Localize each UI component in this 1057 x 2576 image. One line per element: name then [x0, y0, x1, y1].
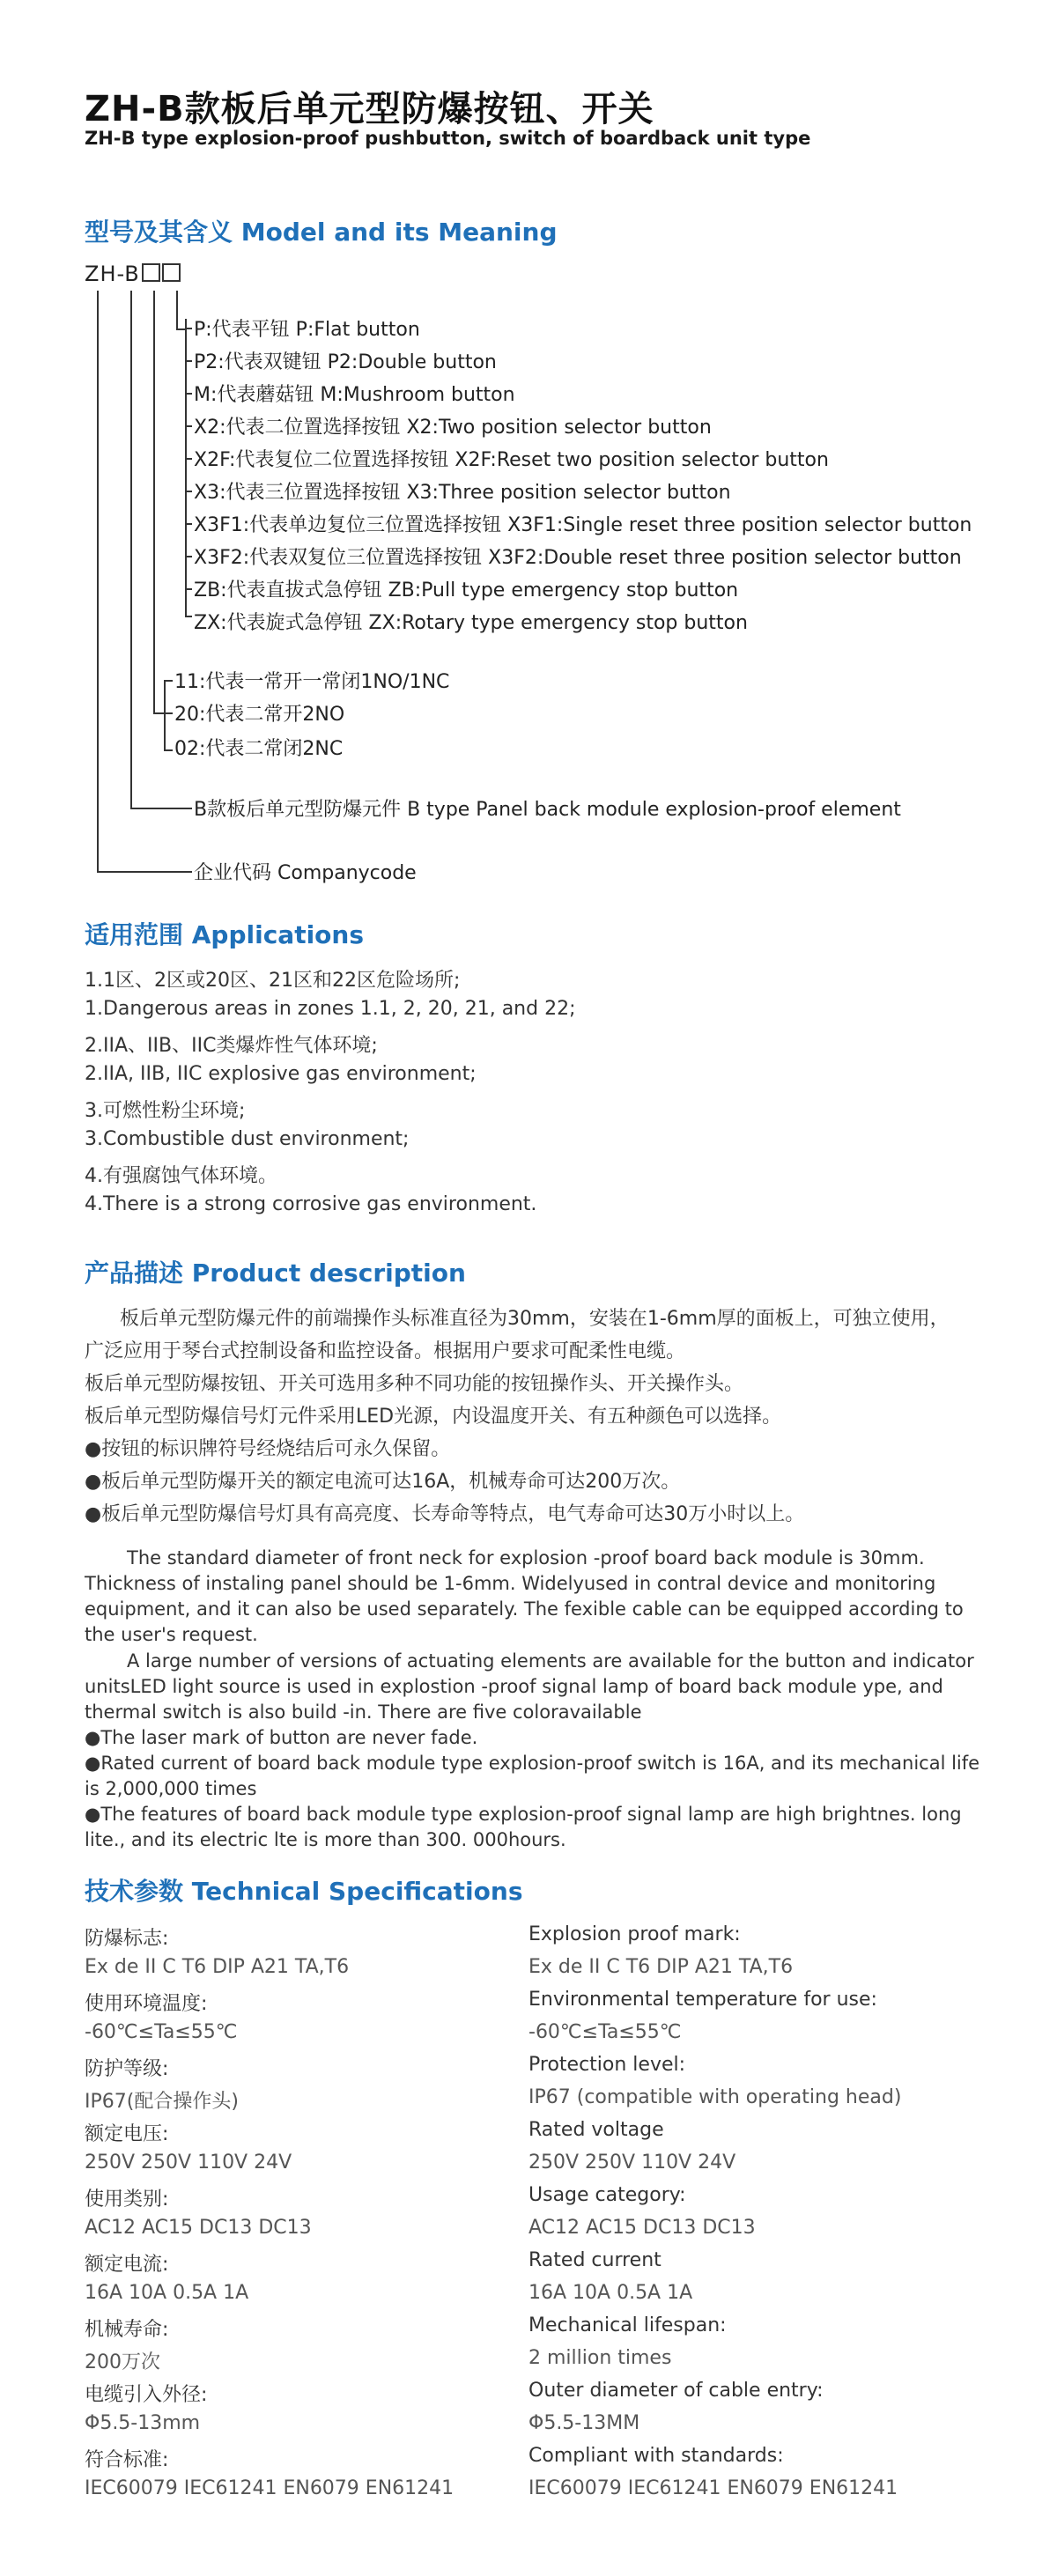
tree-tick-b2 [185, 393, 192, 395]
spec-cn-label: 额定电流: [85, 2254, 169, 2276]
tree-tick-b4 [185, 458, 192, 460]
spec-cn-value: AC12 AC15 DC13 DC13 [85, 2217, 312, 2239]
option-x2f: X2F:代表复位二位置选择按钮 X2F:Reset two position selector button [194, 449, 829, 471]
tree-line-contacts [153, 291, 155, 713]
applications-heading: 适用范围 Applications [85, 920, 365, 949]
desc-cn-bullet-1: ●按钮的标识牌符号经烧结后可永久保留。 [85, 1438, 451, 1460]
tree-tick-b6 [185, 523, 192, 525]
desc-en-bullet-3: ●The features of board back module type explosion-proof signal lamp are high brightnes. long lite., and its electric lte is more than 300. 000hours. [85, 1804, 962, 1850]
spec-cn-label: 防爆标志: [85, 1928, 169, 1950]
tree-bracket-buttons [185, 319, 187, 616]
spec-cn-label: 机械寿命: [85, 2319, 169, 2341]
tree-tick-contact-11 [164, 680, 173, 682]
desc-cn-line-2: 广泛应用于琴台式控制设备和监控设备。根据用户要求可配柔性电缆。 [85, 1340, 686, 1362]
app-line-2-en: 2.IIA, IIB, IIC explosive gas environment; [85, 1063, 477, 1085]
spec-cn-label: 使用环境温度: [85, 1993, 208, 2015]
tree-tick-b5 [185, 491, 192, 492]
desc-cn-bullet-3: ●板后单元型防爆信号灯具有高亮度、长寿命等特点，电气寿命可达30万小时以上。 [85, 1503, 805, 1525]
spec-en-value: Ex de II C T6 DIP A21 TA,T6 [528, 1956, 794, 1978]
app-line-1-en: 1.Dangerous areas in zones 1.1, 2, 20, 21, and 22; [85, 998, 576, 1020]
tree-branch-contact-20 [153, 712, 164, 714]
desc-cn-line-3: 板后单元型防爆按钮、开关可选用多种不同功能的按钮操作头、开关操作头。 [85, 1373, 744, 1395]
desc-cn-bullet-2: ●板后单元型防爆开关的额定电流可达16A，机械寿命可达200万次。 [85, 1471, 681, 1493]
option-x3f2: X3F2:代表双复位三位置选择按钮 X3F2:Double reset three position selector button [194, 547, 962, 569]
description-heading: 产品描述 Product description [85, 1258, 466, 1288]
spec-en-label: Rated current [528, 2249, 662, 2271]
spec-en-value: IP67 (compatible with operating head) [528, 2086, 902, 2108]
spec-cn-label: 防护等级: [85, 2058, 169, 2080]
app-line-1-cn: 1.1区、2区或20区、21区和22区危险场所; [85, 970, 461, 992]
option-flat: P:代表平钮 P:Flat button [194, 319, 420, 341]
desc-en-bullet-2: ●Rated current of board back module type explosion-proof switch is 16A, and its mechanical life is 2,000,000 times [85, 1753, 980, 1799]
app-line-3-cn: 3.可燃性粉尘环境; [85, 1100, 246, 1122]
option-mushroom: M:代表蘑菇钮 M:Mushroom button [194, 384, 515, 406]
tree-tick-b1 [185, 360, 192, 362]
code-box-2 [162, 263, 181, 282]
tree-bracket-contacts [164, 680, 166, 750]
element-label: B款板后单元型防爆元件 B type Panel back module explosion-proof element [194, 799, 901, 821]
spec-en-label: Rated voltage [528, 2119, 664, 2141]
app-line-3-en: 3.Combustible dust environment; [85, 1128, 410, 1150]
spec-cn-value: 16A 10A 0.5A 1A [85, 2282, 249, 2304]
spec-en-value: Φ5.5-13MM [528, 2412, 640, 2434]
option-zb: ZB:代表直拔式急停钮 ZB:Pull type emergency stop button [194, 579, 739, 602]
spec-cn-label: 符合标准: [85, 2449, 169, 2471]
option-zx: ZX:代表旋式急停钮 ZX:Rotary type emergency stop button [194, 612, 748, 634]
spec-en-value: IEC60079 IEC61241 EN6079 EN61241 [528, 2477, 898, 2499]
tree-line-buttons [176, 291, 178, 329]
model-code [85, 262, 181, 286]
desc-en-bullet-1: ●The laser mark of button are never fade. [85, 1727, 478, 1748]
spec-en-label: Compliant with standards: [528, 2445, 784, 2467]
contact-02: 02:代表二常闭2NC [174, 738, 344, 760]
spec-en-label: Outer diameter of cable entry: [528, 2380, 824, 2402]
tree-tick-b8 [185, 588, 192, 590]
page-subtitle: ZH-B type explosion-proof pushbutton, switch of boardback unit type [85, 128, 811, 149]
tree-line-company [97, 291, 99, 872]
spec-en-label: Environmental temperature for use: [528, 1989, 877, 2011]
model-heading: 型号及其含义 Model and its Meaning [85, 218, 558, 247]
tree-tick-b7 [185, 556, 192, 557]
desc-cn-line-1: 板后单元型防爆元件的前端操作头标准直径为30mm，安装在1-6mm厚的面板上，可独立使用， [120, 1308, 950, 1330]
option-x2: X2:代表二位置选择按钮 X2:Two position selector button [194, 417, 712, 439]
tree-branch-buttons [176, 328, 185, 330]
spec-en-label: Explosion proof mark: [528, 1923, 741, 1945]
tree-tick-b0 [185, 328, 192, 329]
spec-en-label: Usage category: [528, 2184, 686, 2206]
spec-cn-value: Φ5.5-13mm [85, 2412, 201, 2434]
spec-en-value: AC12 AC15 DC13 DC13 [528, 2217, 756, 2239]
spec-en-value: 16A 10A 0.5A 1A [528, 2282, 693, 2304]
tree-branch-company [97, 871, 192, 873]
desc-en-paragraph-2: A large number of versions of actuating elements are available for the button and indicator unitsLED light source is used in explostion -proof signal lamp of board back module ype, and thermal switch is also build -in. There are five coloravailable [85, 1650, 974, 1723]
contact-20: 20:代表二常开2NO [174, 704, 345, 726]
tree-branch-element [130, 808, 192, 809]
tree-tick-contact-20 [164, 712, 173, 714]
spec-en-label: Protection level: [528, 2054, 686, 2076]
spec-cn-value: IEC60079 IEC61241 EN6079 EN61241 [85, 2477, 455, 2499]
app-line-2-cn: 2.IIA、IIB、IIC类爆炸性气体环境; [85, 1035, 378, 1057]
option-x3f1: X3F1:代表单边复位三位置选择按钮 X3F1:Single reset three position selector button [194, 514, 972, 536]
desc-cn-line-4: 板后单元型防爆信号灯元件采用LED光源，内设温度开关、有五种颜色可以选择。 [85, 1406, 782, 1428]
tree-tick-b3 [185, 425, 192, 427]
spec-cn-label: 额定电压: [85, 2123, 169, 2145]
specs-heading: 技术参数 Technical Specifications [85, 1877, 523, 1906]
option-double: P2:代表双键钮 P2:Double button [194, 351, 497, 373]
spec-cn-value: -60℃≤Ta≤55℃ [85, 2021, 238, 2043]
spec-cn-label: 使用类别: [85, 2188, 169, 2211]
spec-cn-value: Ex de II C T6 DIP A21 TA,T6 [85, 1956, 350, 1978]
code-box-1 [142, 263, 160, 282]
spec-cn-value: 250V 250V 110V 24V [85, 2152, 292, 2174]
spec-en-label: Mechanical lifespan: [528, 2314, 727, 2336]
tree-tick-b9 [185, 616, 192, 617]
option-x3: X3:代表三位置选择按钮 X3:Three position selector button [194, 482, 731, 504]
spec-cn-value: IP67(配合操作头) [85, 2091, 239, 2113]
spec-cn-label: 电缆引入外径: [85, 2384, 208, 2406]
tree-line-element [130, 291, 132, 808]
tree-tick-contact-02 [164, 749, 173, 751]
spec-en-value: 2 million times [528, 2347, 672, 2369]
model-code-text: ZH-B [85, 262, 140, 286]
company-label: 企业代码 Companycode [194, 862, 417, 884]
desc-en-paragraph-1: The standard diameter of front neck for explosion -proof board back module is 30mm. Thickness of instaling panel should be 1-6mm. Widelyused in contral device and monitoring equipment, and it can also be used separately. The fexible cable can be equipped according to the user's request. [85, 1547, 964, 1645]
app-line-4-en: 4.There is a strong corrosive gas environment. [85, 1193, 537, 1215]
app-line-4-cn: 4.有强腐蚀气体环境。 [85, 1165, 277, 1187]
spec-en-value: -60℃≤Ta≤55℃ [528, 2021, 682, 2043]
spec-cn-value: 200万次 [85, 2351, 160, 2373]
page-title: ZH-B款板后单元型防爆按钮、开关 [85, 89, 654, 129]
spec-en-value: 250V 250V 110V 24V [528, 2152, 736, 2174]
contact-11: 11:代表一常开一常闭1NO/1NC [174, 671, 450, 693]
